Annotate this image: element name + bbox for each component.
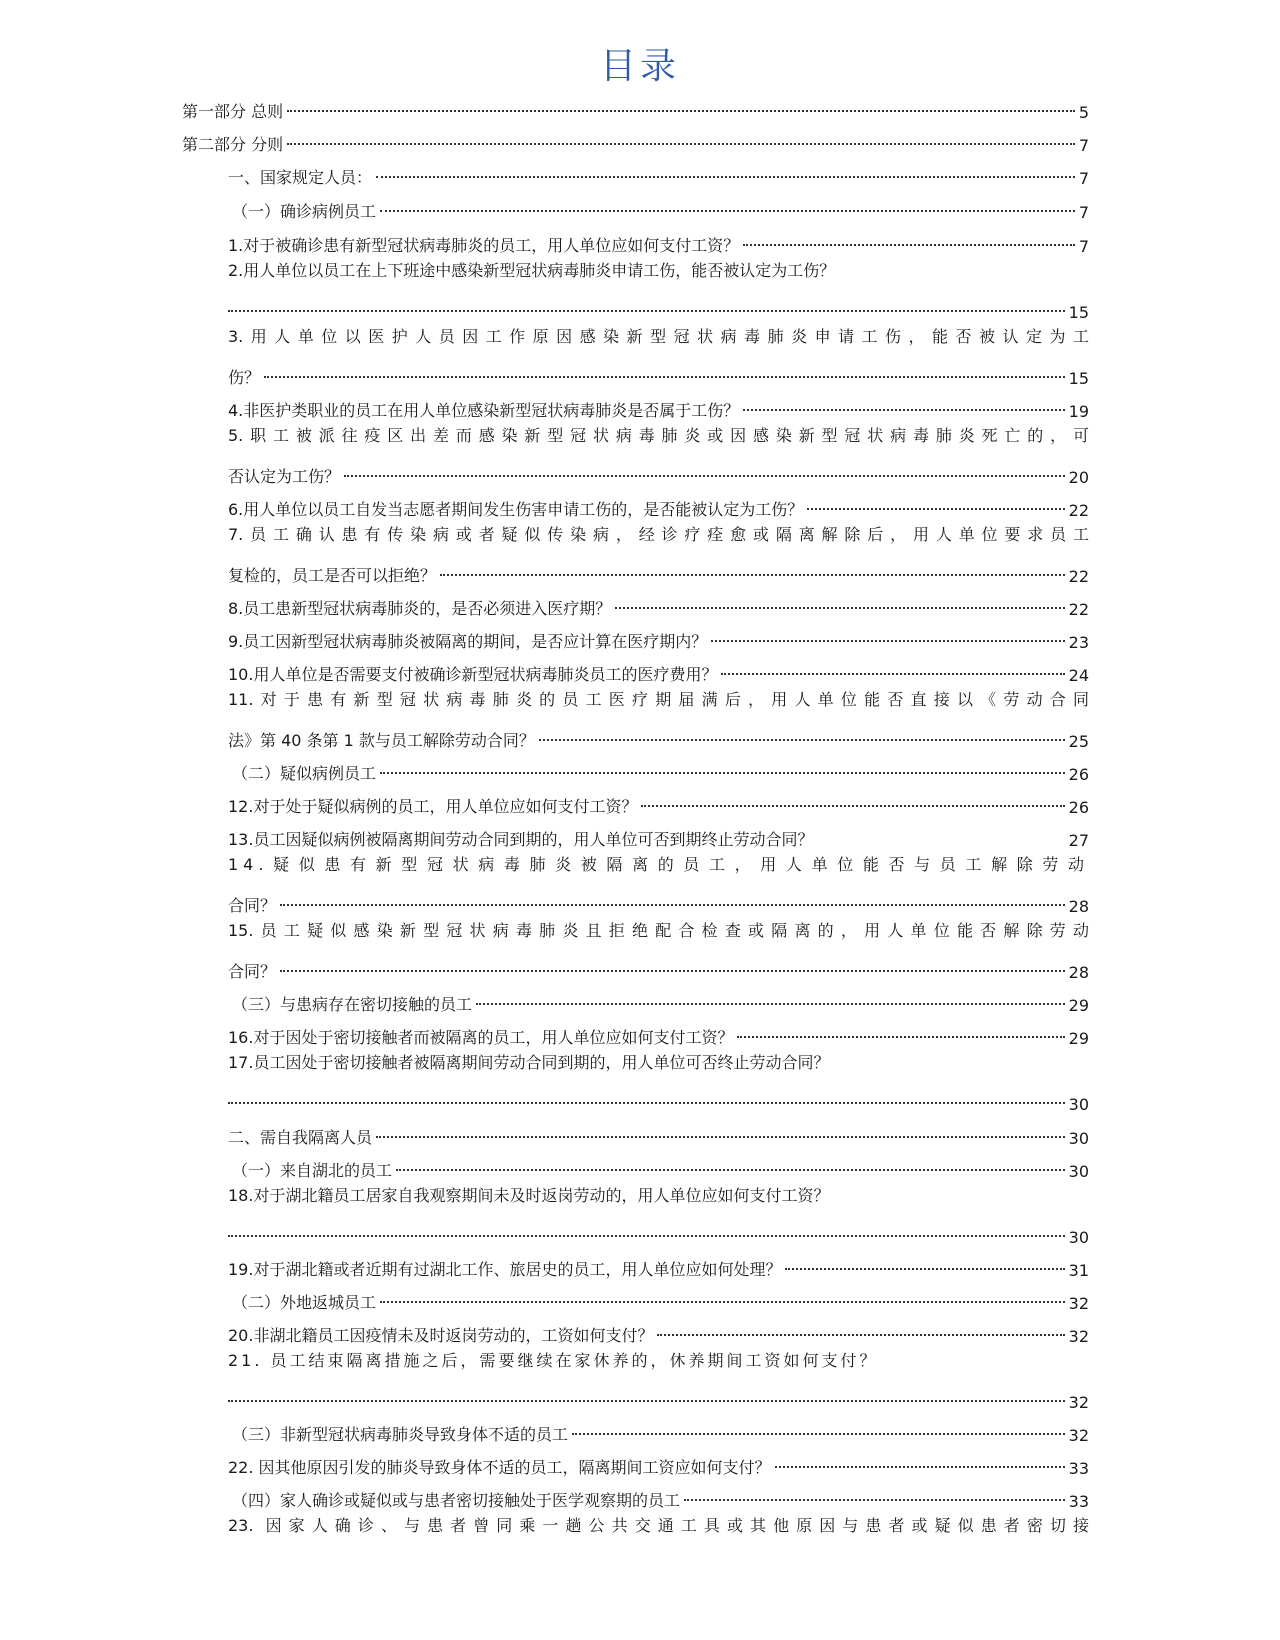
toc-entry-page: 20 [1068,468,1089,487]
toc-entry[interactable]: 伤？ 15 [228,368,1089,388]
toc-entry-text: 12.对于处于疑似病例的员工，用人单位应如何支付工资？ [228,797,638,816]
toc-entry-text: 8.员工患新型冠状病毒肺炎的，是否必须进入医疗期？ [228,599,612,618]
toc-entry-page: 19 [1068,402,1089,421]
toc-entry-text: （二）外地返城员工 [232,1293,377,1312]
toc-entry-text: 13.员工因疑似病例被隔离期间劳动合同到期的，用人单位可否到期终止劳动合同？ [228,830,814,849]
toc-entry-page: 28 [1068,963,1089,982]
toc-entry[interactable] [228,816,1089,850]
toc-entry-text[interactable]: 14.疑似患有新型冠状病毒肺炎被隔离的员工，用人单位能否与员工解除劳动 [228,855,1089,874]
toc-entry-text: 一、国家规定人员： [228,168,373,187]
toc-entry[interactable]: 否认定为工伤？ 20 [228,467,1089,487]
toc-entry-text: 16.对于因处于密切接触者而被隔离的员工，用人单位应如何支付工资？ [228,1028,734,1047]
toc-entry-page: 27 [1068,831,1089,850]
toc-entry-page: 32 [1068,1426,1089,1445]
toc-entry-page: 30 [1068,1228,1089,1247]
toc-entry-text[interactable]: 2.用人单位以员工在上下班途中感染新型冠状病毒肺炎申请工伤，能否被认定为工伤？ [228,261,836,280]
toc-entry-page: 25 [1068,732,1089,751]
toc-entry[interactable] [228,1444,1089,1478]
toc-entry-page: 7 [1078,203,1089,222]
toc-entry-text: 6.用人单位以员工自发当志愿者期间发生伤害申请工伤的，是否能被认定为工伤？ [228,500,804,519]
toc-entry-page: 24 [1068,666,1089,685]
toc-entry[interactable] [228,618,1089,652]
toc-entry-page: 32 [1068,1327,1089,1346]
toc-entry-page: 26 [1068,798,1089,817]
toc-entry[interactable] [232,1147,1089,1181]
toc-entry-text: 1.对于被确诊患有新型冠状病毒肺炎的员工，用人单位应如何支付工资？ [228,236,740,255]
toc-entry[interactable] [228,1014,1089,1048]
toc-entry[interactable] [228,1213,1089,1247]
toc-entry-text: 22. 因其他原因引发的肺炎导致身体不适的员工，隔离期间工资应如何支付？ [228,1458,771,1477]
toc-entry-page: 26 [1068,765,1089,784]
toc-entry-page: 22 [1068,600,1089,619]
toc-entry-text: （二）疑似病例员工 [232,764,377,783]
toc-entry-page: 29 [1068,1029,1089,1048]
toc-entry-page: 7 [1078,169,1089,188]
toc-entry[interactable] [228,1080,1089,1114]
toc-entry[interactable]: 复检的，员工是否可以拒绝？ 22 [228,566,1089,586]
toc-entry[interactable] [232,750,1089,784]
toc-entry[interactable] [228,1114,1089,1148]
toc-entry-text: （一）来自湖北的员工 [232,1161,393,1180]
toc-entry[interactable] [228,288,1089,322]
toc-entry-text[interactable]: 21. 员工结束隔离措施之后，需要继续在家休养的，休养期间工资如何支付？ [228,1351,879,1370]
toc-entry[interactable] [232,188,1089,222]
toc-entry[interactable] [228,387,1089,421]
toc-entry-text: 10.用人单位是否需要支付被确诊新型冠状病毒肺炎员工的医疗费用？ [228,665,718,684]
toc-entry[interactable] [182,88,1089,122]
toc-entry-text[interactable]: 23. 因家人确诊、与患者曾同乘一趟公共交通工具或其他原因与患者或疑似患者密切接 [228,1516,1089,1535]
toc-entry-page: 31 [1068,1261,1089,1280]
toc-entry-text: （四）家人确诊或疑似或与患者密切接触处于医学观察期的员工 [232,1491,681,1510]
toc-entry[interactable] [228,1378,1089,1412]
toc-entry[interactable]: 合同？ 28 [228,896,1089,916]
toc-entry-page: 22 [1068,567,1089,586]
toc-entry-text: 第一部分 总则 [182,102,284,121]
toc-entry[interactable] [228,1246,1089,1280]
toc-entry-page: 23 [1068,633,1089,652]
toc-entry-text: 二、需自我隔离人员 [228,1128,373,1147]
toc-entry[interactable] [232,981,1089,1015]
toc-entry-text: （三）非新型冠状病毒肺炎导致身体不适的员工 [232,1425,569,1444]
toc-entry[interactable] [228,783,1089,817]
toc-entry-page: 7 [1078,136,1089,155]
toc-entry-page: 5 [1078,103,1089,122]
toc-entry-page: 22 [1068,501,1089,520]
toc-entry-text[interactable]: 7.员工确认患有传染病或者疑似传染病，经诊疗痊愈或隔离解除后，用人单位要求员工 [228,525,1089,544]
page-title: 目录 [599,46,680,87]
toc-entry-page: 29 [1068,996,1089,1015]
toc-entry-text: 9.员工因新型冠状病毒肺炎被隔离的期间，是否应计算在医疗期内？ [228,632,708,651]
toc-entry[interactable] [228,1312,1089,1346]
toc-entry-text: 第二部分 分则 [182,135,284,154]
toc-entry[interactable] [232,1477,1089,1511]
toc-entry-page: 30 [1068,1095,1089,1114]
toc-entry-page: 32 [1068,1393,1089,1412]
toc-entry-page: 32 [1068,1294,1089,1313]
toc-entry-page: 15 [1068,369,1089,388]
toc-entry-text: （一）确诊病例员工 [232,202,377,221]
toc-entry[interactable] [232,1411,1089,1445]
toc-entry[interactable] [228,651,1089,685]
toc-entry-text[interactable]: 3.用人单位以医护人员因工作原因感染新型冠状病毒肺炎申请工伤，能否被认定为工 [228,327,1089,346]
toc-entry-text[interactable]: 5.职工被派往疫区出差而感染新型冠状病毒肺炎或因感染新型冠状病毒肺炎死亡的，可 [228,426,1089,445]
toc-entry[interactable] [228,585,1089,619]
toc-entry[interactable]: 合同？ 28 [228,962,1089,982]
toc-entry[interactable] [232,1279,1089,1313]
toc-entry[interactable] [228,486,1089,520]
toc-entry-page: 15 [1068,303,1089,322]
toc-entry-text: 19.对于湖北籍或者近期有过湖北工作、旅居史的员工，用人单位应如何处理？ [228,1260,782,1279]
toc-entry[interactable] [228,154,1089,188]
toc-entry-page: 33 [1068,1492,1089,1511]
toc-entry-text[interactable]: 18.对于湖北籍员工居家自我观察期间未及时返岗劳动的，用人单位应如何支付工资？ [228,1186,830,1205]
toc-entry-text[interactable]: 11.对于患有新型冠状病毒肺炎的员工医疗期届满后，用人单位能否直接以《劳动合同 [228,690,1089,709]
toc-entry-text: 20.非湖北籍员工因疫情未及时返岗劳动的，工资如何支付？ [228,1326,654,1345]
toc-entry-page: 30 [1068,1162,1089,1181]
toc-entry-page: 33 [1068,1459,1089,1478]
toc-entry-text: 4.非医护类职业的员工在用人单位感染新型冠状病毒肺炎是否属于工伤？ [228,401,740,420]
toc-entry-page: 7 [1078,237,1089,256]
toc-entry-text[interactable]: 17.员工因处于密切接触者被隔离期间劳动合同到期的，用人单位可否终止劳动合同？ [228,1053,830,1072]
toc-entry[interactable]: 法》第 40 条第 1 款与员工解除劳动合同？ 25 [228,731,1089,751]
toc-entry-page: 30 [1068,1129,1089,1148]
toc-entry[interactable] [182,121,1089,155]
toc-entry-text: （三）与患病存在密切接触的员工 [232,995,473,1014]
toc-entry[interactable] [228,222,1089,256]
toc-entry-page: 28 [1068,897,1089,916]
toc-entry-text[interactable]: 15.员工疑似感染新型冠状病毒肺炎且拒绝配合检查或隔离的，用人单位能否解除劳动 [228,921,1089,940]
